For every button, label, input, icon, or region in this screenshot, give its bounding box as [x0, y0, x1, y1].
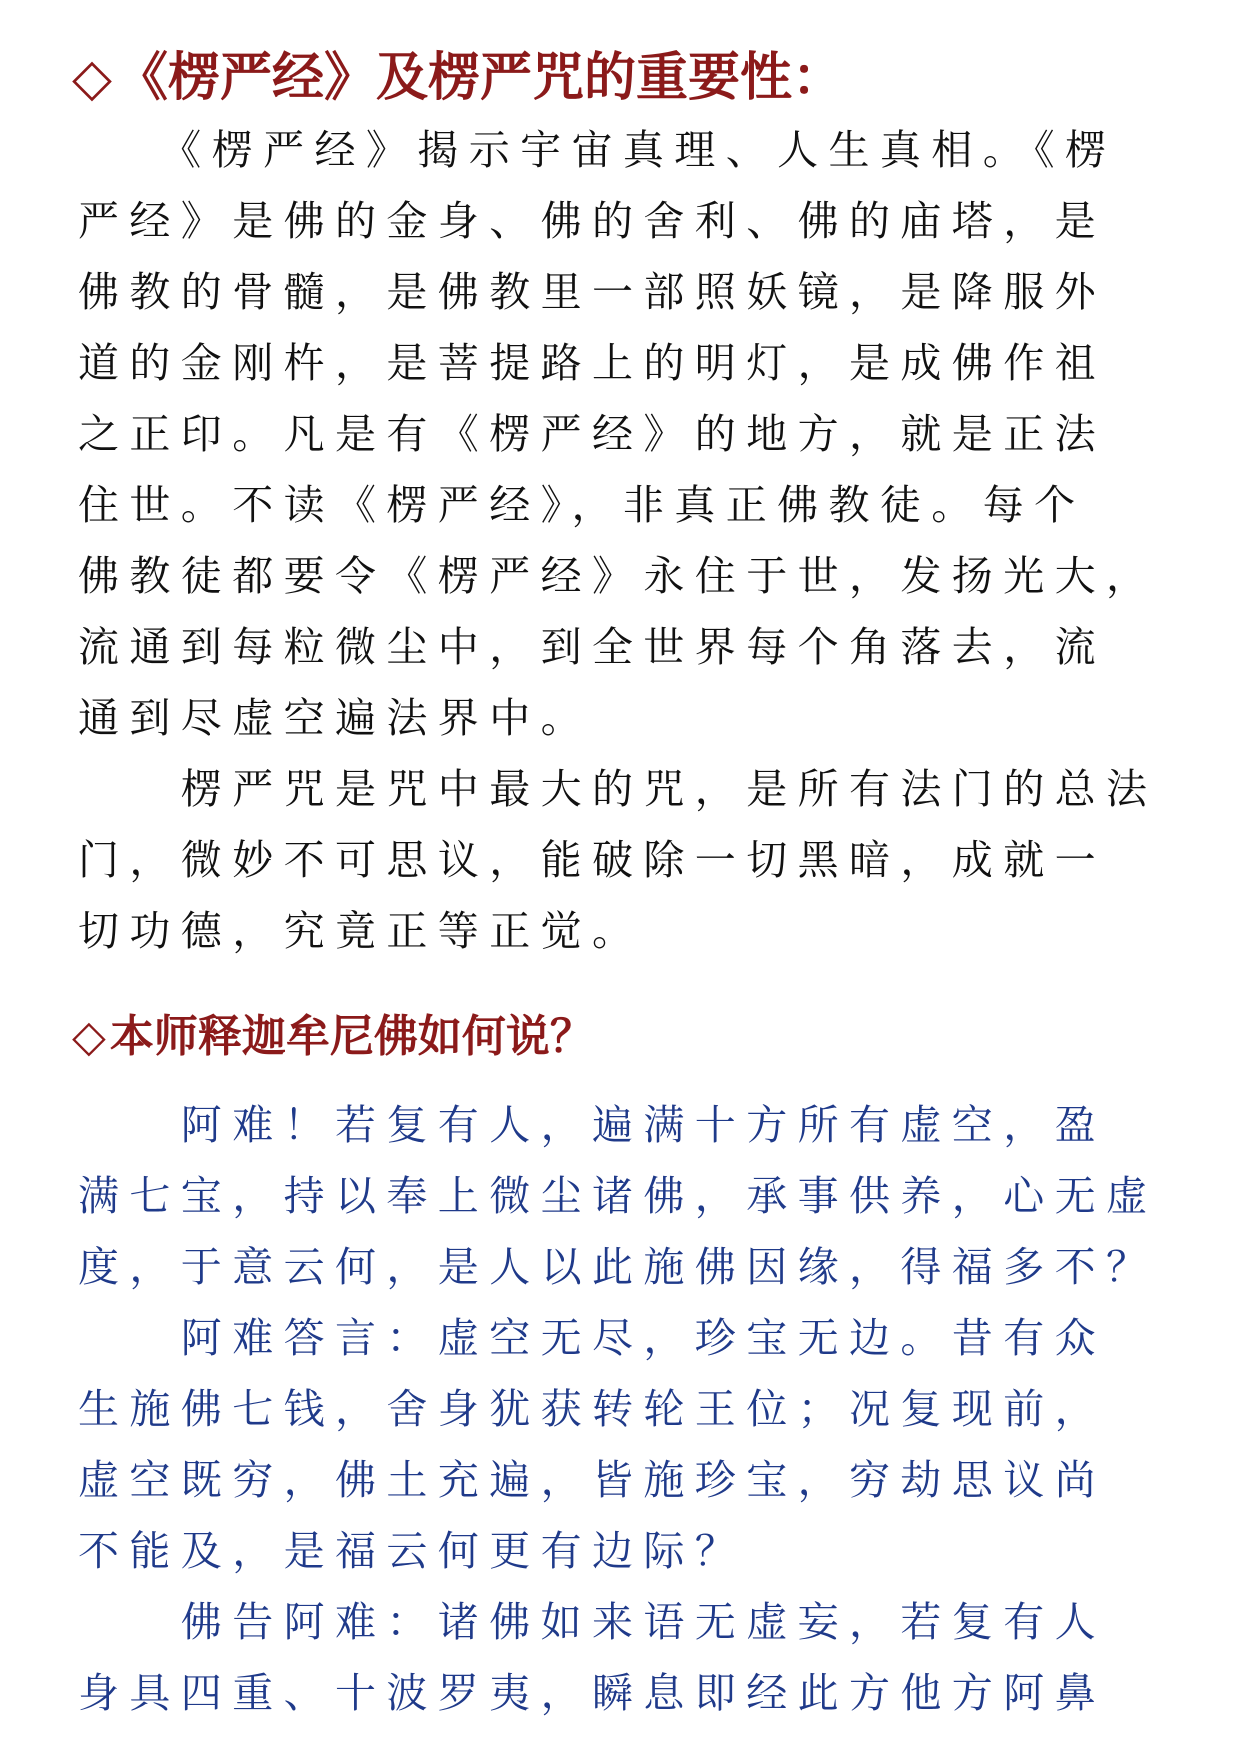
- text-line: 不能及，是福云何更有边际？: [78, 1527, 747, 1575]
- section-heading-text: 本师释迦牟尼佛如何说？: [109, 1011, 594, 1062]
- text-line: 佛教徒都要令《楞严经》永住于世，发扬光大，: [78, 552, 1158, 600]
- text-line: 《楞严经》揭示宇宙真理、人生真相。《楞: [78, 126, 1117, 174]
- text-line: 流通到每粒微尘中，到全世界每个角落去，流: [78, 623, 1106, 671]
- text-line: 佛告阿难：诸佛如来语无虚妄，若复有人: [78, 1598, 1106, 1646]
- section-heading-importance: [72, 38, 844, 118]
- section-heading-text: 《楞严经》及楞严咒的重要性：: [116, 48, 845, 108]
- text-line: 虚空既穷，佛土充遍，皆施珍宝，穷劫思议尚: [78, 1456, 1106, 1504]
- sutra-quote-paragraphs: [78, 1090, 1157, 1729]
- diamond-bullet-icon: ◇: [72, 1011, 106, 1062]
- text-line: 通到尽虚空遍法界中。: [78, 694, 592, 742]
- text-line: 阿难答言：虚空无尽，珍宝无边。昔有众: [78, 1314, 1106, 1362]
- text-line: 阿难！若复有人，遍满十方所有虚空，盈: [78, 1101, 1106, 1149]
- text-line: 楞严咒是咒中最大的咒，是所有法门的总法: [78, 765, 1158, 813]
- text-line: 度，于意云何，是人以此施佛因缘，得福多不？: [78, 1243, 1158, 1291]
- text-line: 门，微妙不可思议，能破除一切黑暗，成就一: [78, 836, 1106, 884]
- diamond-bullet-icon: ◇: [72, 48, 112, 108]
- section-heading-buddha-says: [72, 1002, 594, 1072]
- text-line: 身具四重、十波罗夷，瞬息即经此方他方阿鼻: [78, 1669, 1106, 1717]
- text-line: 之正印。凡是有《楞严经》的地方，就是正法: [78, 410, 1106, 458]
- text-line: 严经》是佛的金身、佛的舍利、佛的庙塔，是: [78, 197, 1106, 245]
- importance-paragraphs: [78, 115, 1157, 967]
- text-line: 道的金刚杵，是菩提路上的明灯，是成佛作祖: [78, 339, 1106, 387]
- text-line: 佛教的骨髓，是佛教里一部照妖镜，是降服外: [78, 268, 1106, 316]
- text-line: 住世。不读《楞严经》，非真正佛教徒。每个: [78, 481, 1086, 529]
- text-line: 满七宝，持以奉上微尘诸佛，承事供养，心无虚: [78, 1172, 1158, 1220]
- text-line: 切功德，究竟正等正觉。: [78, 907, 644, 955]
- text-line: 生施佛七钱，舍身犹获转轮王位；况复现前，: [78, 1385, 1106, 1433]
